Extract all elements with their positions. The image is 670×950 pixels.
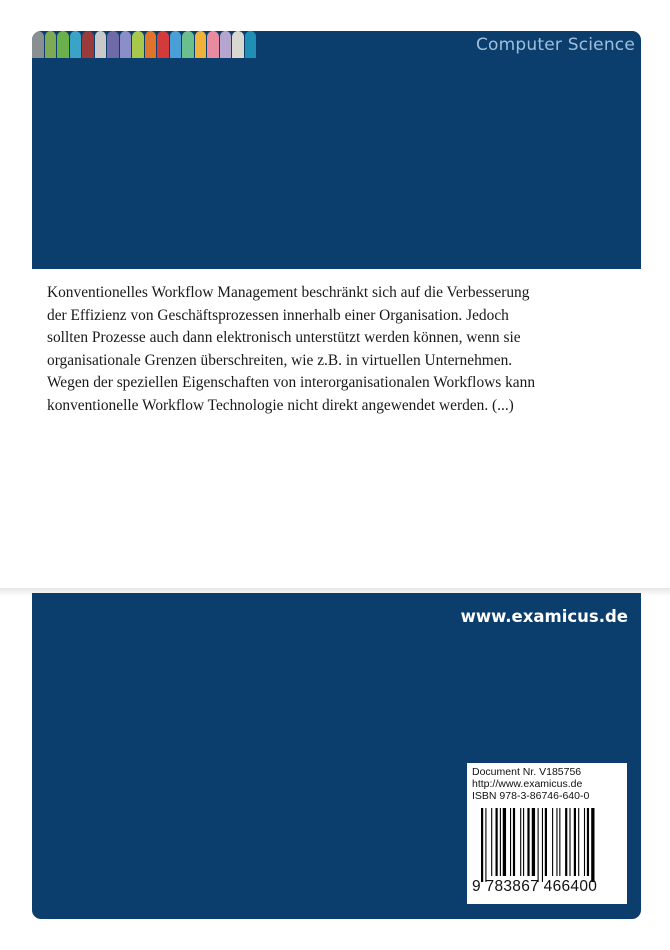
- barcode-bar: [485, 808, 486, 882]
- color-stripe: [245, 31, 257, 58]
- barcode-graphic: [481, 808, 627, 882]
- color-stripe: [107, 31, 119, 58]
- barcode-bar: [527, 808, 529, 876]
- blurb-line: konventionelle Workflow Technologie nicht direkt angewendet werden. (...): [47, 396, 514, 414]
- barcode-bar: [591, 808, 594, 882]
- document-url: http://www.examicus.de: [472, 778, 583, 790]
- barcode-bar: [532, 808, 535, 876]
- blurb-line: sollten Prozesse auch dann elektronisch unterstützt werden können, wenn sie: [47, 329, 521, 347]
- barcode-bar: [503, 808, 506, 876]
- color-stripe: [145, 31, 157, 58]
- color-stripe: [157, 31, 169, 58]
- color-stripe: [45, 31, 57, 58]
- isbn-box: [467, 763, 627, 904]
- barcode-bar: [574, 808, 576, 876]
- color-stripe: [32, 31, 44, 58]
- barcode-bar: [569, 808, 570, 876]
- barcode-bar: [491, 808, 492, 876]
- blurb-line: Konventionelles Workflow Management beschränkt sich auf die Verbesserung: [47, 284, 530, 301]
- category-label: Computer Science: [475, 35, 635, 55]
- barcode-bar: [500, 808, 501, 876]
- barcode-bar: [542, 808, 543, 882]
- barcode-bar: [523, 808, 524, 876]
- color-stripe: [57, 31, 69, 58]
- color-stripe: [82, 31, 94, 58]
- color-stripe: [232, 31, 244, 58]
- blurb-text: [47, 282, 607, 418]
- website-label: www.examicus.de: [460, 607, 628, 626]
- barcode-bar: [565, 808, 567, 876]
- barcode-bar: [559, 808, 560, 876]
- blurb-line: organisationale Grenzen überschreiten, wie z.B. in virtuellen Unternehmen.: [47, 351, 513, 369]
- barcode-bar: [520, 808, 521, 876]
- color-stripe: [70, 31, 82, 58]
- barcode-bar: [496, 808, 498, 876]
- color-stripe: [220, 31, 232, 58]
- barcode-bar: [481, 808, 483, 882]
- barcode-bar: [510, 808, 511, 876]
- barcode-bar: [538, 808, 539, 882]
- color-stripe: [207, 31, 219, 58]
- color-stripe: [95, 31, 107, 58]
- barcode-bar: [552, 808, 553, 876]
- cover-bottom-panel: [32, 593, 641, 919]
- barcode-bar: [578, 808, 579, 876]
- color-stripe: [132, 31, 144, 58]
- color-stripe: [195, 31, 207, 58]
- barcode-bar: [513, 808, 515, 876]
- blurb-line: Wegen der speziellen Eigenschaften von interorganisationalen Workflows kann: [47, 374, 536, 392]
- color-stripe: [120, 31, 132, 58]
- isbn-text: ISBN 978-3-86746-640-0: [472, 790, 590, 802]
- barcode-bar: [587, 808, 589, 876]
- barcode-bar: [545, 808, 547, 876]
- blurb-line: der Effizienz von Geschäftsprozessen innerhalb einer Organisation. Jedoch: [47, 306, 509, 324]
- cover-top-panel: [32, 31, 641, 269]
- color-stripe: [170, 31, 182, 58]
- document-number: Document Nr. V185756: [472, 766, 582, 778]
- barcode-bar: [584, 808, 585, 876]
- barcode-number: 9 783867 466400: [472, 878, 598, 895]
- color-stripes: [32, 31, 257, 58]
- color-stripe: [182, 31, 194, 58]
- barcode-bar: [556, 808, 557, 876]
